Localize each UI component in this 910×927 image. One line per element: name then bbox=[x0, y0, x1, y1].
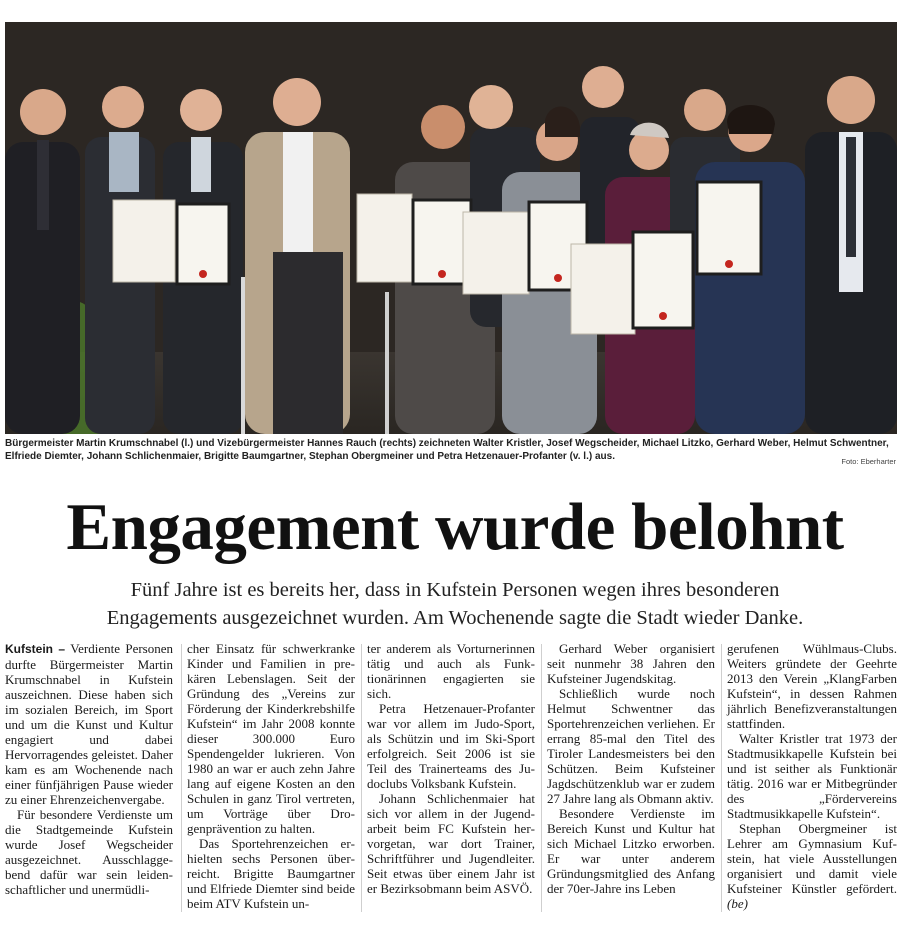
article-paragraph: Johann Schlichenmaier hat sich vor allem in der Jugendarbeit beim FC Kufstein hervorgetan, war dort Trainer, Schriftführer und Jugendleiter. Seit etwas über einem Jahr ist er Bezirksobmann beim ASVÖ. bbox=[367, 791, 535, 896]
lead-line-2: Engagements ausgezeichnet wurden. Am Wochenende sagte die Stadt wieder Danke. bbox=[106, 607, 804, 629]
group-photo-illustration bbox=[5, 22, 897, 434]
column-rule bbox=[721, 644, 722, 912]
article-paragraph: Für besondere Verdienste um die Stadtgemeinde Kufstein wurde Josef Wegscheider ausgezeichnet. Ausschlaggebend dafür war sein leidenschaftlicher und unermüdli- bbox=[5, 807, 173, 897]
article-paragraph: Schließlich wurde noch Helmut Schwentner das Sportehrenzeichen verliehen. Er errang 85-mal den Titel des Tiroler Landesmeisters bei den Schützen. Beim Kufsteiner Jagdschützenklub war er zudem 27 Jahre lang als Obmann aktiv. bbox=[547, 686, 715, 806]
article-paragraph bbox=[5, 641, 173, 807]
article-column-3 bbox=[367, 641, 535, 896]
article-paragraph: Walter Kristler trat 1973 der Stadtmusikkapelle Kufstein bei und ist seither als Funktionär tätig. 2016 war er Mitbegründer des „Fördervereins Stadtmusikkapelle Kufstein“. bbox=[727, 731, 897, 821]
headline: Engagement wurde belohnt bbox=[66, 490, 844, 564]
article-paragraph: Das Sportehrenzeichen erhielten sechs Personen überreicht. Brigitte Baumgartner und Elfriede Diemter sind beide beim ATV Kufstein un- bbox=[187, 836, 355, 911]
article-paragraph: ter anderem als Vorturnerinnen tätig und auch als Funktionärinnen engagierten sie sich. bbox=[367, 641, 535, 701]
article-paragraph: Gerhard Weber organisiert seit nunmehr 38 Jahren den Kufsteiner Jugendskitag. bbox=[547, 641, 715, 686]
article-column-2 bbox=[187, 641, 355, 911]
article-column-1 bbox=[5, 641, 173, 897]
lead-line-1: Fünf Jahre ist es bereits her, dass in Kufstein Personen wegen ihres besonderen bbox=[130, 579, 780, 601]
column-rule bbox=[541, 644, 542, 912]
group-photo bbox=[5, 22, 897, 434]
author-signature: (be) bbox=[727, 896, 748, 911]
article-text: Stephan Obergmeiner ist Lehrer am Gymnasium Kufstein, hat viele Ausstellungen organisiert und damit viele Kufsteiner Künstler gefördert. bbox=[727, 821, 897, 896]
article-paragraph: gerufenen Wühlmaus-Clubs. Weiters gründete der Geehrte 2013 den Verein „KlangFarben Kufstein“, in dessen Rahmen jährlich Benefizveranstaltungen stattfinden. bbox=[727, 641, 897, 731]
column-rule bbox=[361, 644, 362, 912]
article-paragraph: Besondere Verdienste im Bereich Kunst und Kultur hat sich Michael Litzko erworben. Er war unter anderem Gründungsmitglied des Anfang der 70er-Jahre ins Leben bbox=[547, 806, 715, 896]
article-paragraph: Petra Hetzenauer-Profanter war vor allem im Judo-Sport, als Schützin und im Ski-Sport erfolgreich. Seit 2006 ist sie Teil des Trainerteams des Judoclubs Volksbank Kufstein. bbox=[367, 701, 535, 791]
article-column-4 bbox=[547, 641, 715, 896]
article-column-5 bbox=[727, 641, 897, 911]
dateline: Kufstein – bbox=[5, 642, 66, 656]
photo-caption: Bürgermeister Martin Krumschnabel (l.) und Vizebürgermeister Hannes Rauch (rechts) zeichneten Walter Kristler, Josef Wegscheider, Michael Litzko, Gerhard Weber, Helmut Schwentner, Elfriede Diemter, Johann Schlichenmaier, Brigitte Baumgartner, Stephan Obergmeiner und Petra Hetzenauer-Profanter (v. l.) aus. bbox=[5, 438, 889, 462]
photo-credit: Foto: Eberharter bbox=[841, 457, 896, 466]
column-rule bbox=[181, 644, 182, 912]
lead-paragraph bbox=[0, 576, 910, 632]
article-paragraph bbox=[727, 821, 897, 911]
article-paragraph: cher Einsatz für schwerkranke Kinder und Familien in prekären Lebenslagen. Seit der Gründung des „Vereins zur Förderung der Kinderkrebshilfe Kufstein“ im Jahr 2008 konnte dieser 300.000 Euro Spendengelder lukrieren. Von 1980 an war er auch zehn Jahre lang auf eigene Kosten an den Schulen in ganz Tirol vertreten, um Vorträge über Drogenprävention zu halten. bbox=[187, 641, 355, 836]
article-text: Verdiente Personen durfte Bürgermeister Martin Krumschnabel in Kufstein auszeichnen. Diese haben sich im sozialen Bereich, im Sport und um die Kunst und Kultur engagiert und dabei Hervorragendes geleistet. Daher kam es am Wochenende nach einer fünfjährigen Pause wieder zu einer Ehrenzeichenvergabe. bbox=[5, 641, 173, 807]
